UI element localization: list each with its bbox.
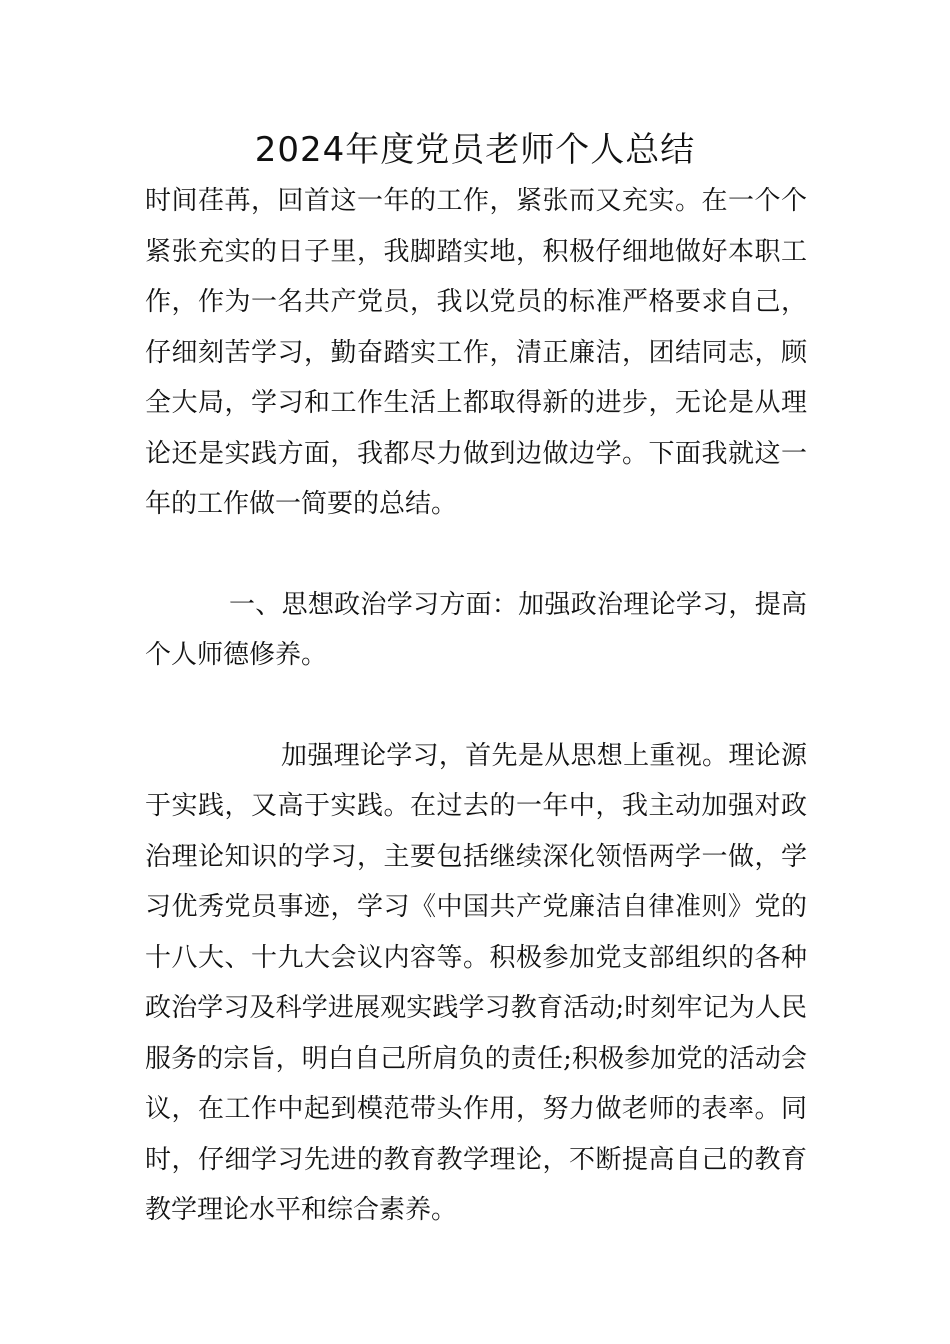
- paragraph-section-heading: 一、思想政治学习方面：加强政治理论学习，提高个人师德修养。: [145, 589, 807, 670]
- paragraph-theory-study: 加强理论学习，首先是从思想上重视。理论源于实践，又高于实践。在过去的一年中，我主动加强对政治理论知识的学习，主要包括继续深化领悟两学一做，学习优秀党员事迹，学习《中国共产党廉洁自律准则》党的十八大、十九大会议内容等。积极参加党支部组织的各种政治学习及科学进展观实践学习教育活动;时刻牢记为人民服务的宗旨，明白自己所肩负的责任;积极参加党的活动会议，在工作中起到模范带头作用，努力做老师的表率。同时，仔细学习先进的教育教学理论，不断提高自己的教育教学理论水平和综合素养。: [145, 740, 807, 1225]
- document-body: [145, 176, 807, 1236]
- paragraph-intro: 时间荏苒，回首这一年的工作，紧张而又充实。在一个个紧张充实的日子里，我脚踏实地，积极仔细地做好本职工作，作为一名共产党员，我以党员的标准严格要求自己，仔细刻苦学习，勤奋踏实工作，清正廉洁，团结同志，顾全大局，学习和工作生活上都取得新的进步，无论是从理论还是实践方面，我都尽力做到边做边学。下面我就这一年的工作做一简要的总结。: [145, 186, 807, 519]
- document-title: 2024年度党员老师个人总结: [254, 130, 696, 170]
